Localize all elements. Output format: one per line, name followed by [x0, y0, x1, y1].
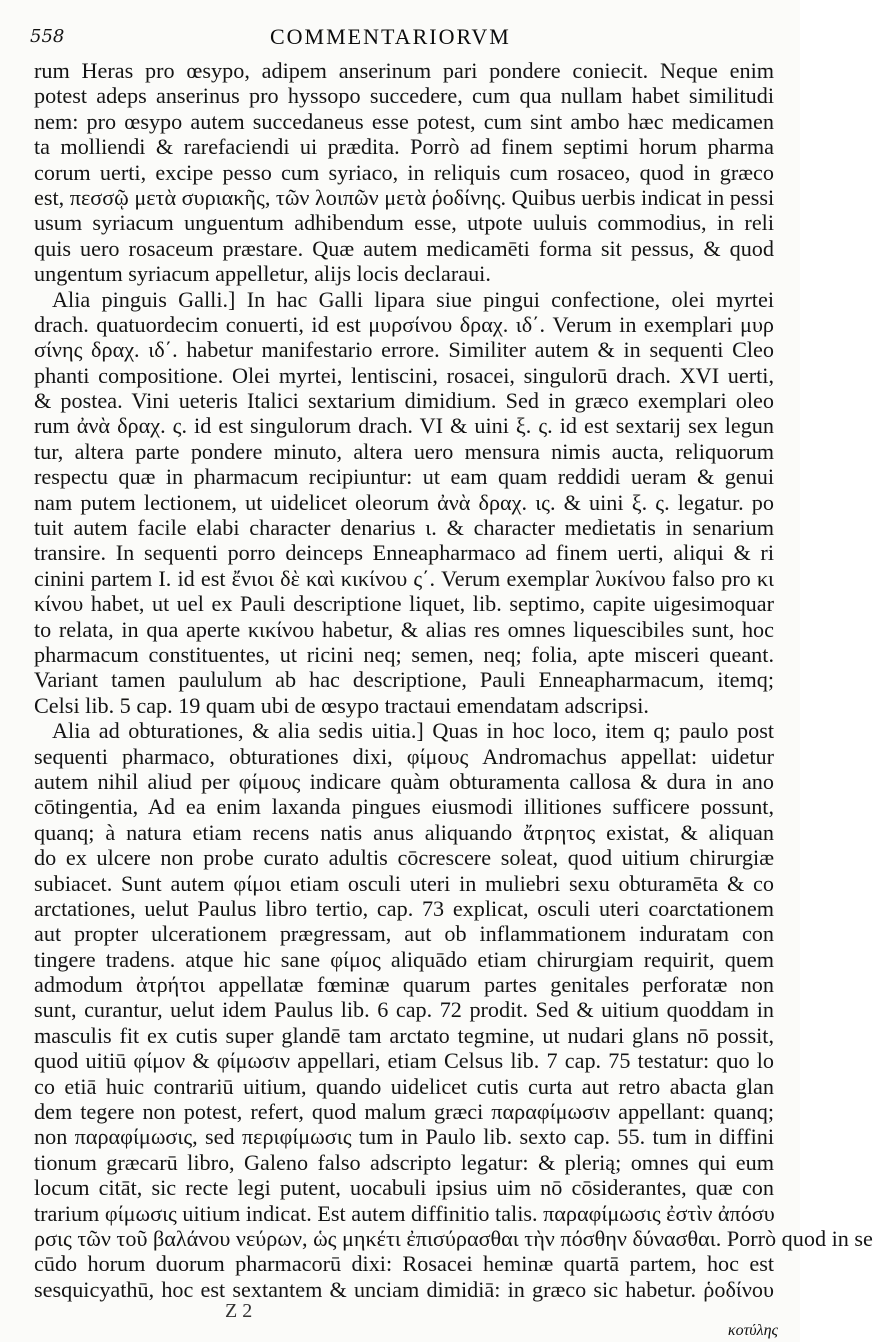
text-line: est, πεσσῷ μετὰ συριακῆς, τῶν λοιπῶν μετὰ ῥοδίνης. Quibus uerbis indicat in pessi: [34, 184, 775, 210]
text-line: respectu quæ in pharmacum recipiuntur: ut eam quam reddidi ueram & genui: [34, 464, 774, 490]
text-line: pharmacum constituentes, ut ricini neq; semen, neq; folia, apte misceri queant.: [34, 641, 774, 667]
page-footer: [0, 1300, 800, 1342]
text-line: tingere tradens. atque hic sane φίμος aliquādo etiam chirurgiam requirit, quem: [34, 946, 774, 972]
text-line: drach. quatuordecim conuerti, id est μυρσίνου δραχ. ιδ΄. Verum in exemplari μυρ: [34, 311, 774, 337]
text-line: admodum ἀτρήτοι appellatæ fœminæ quarum partes genitales perforatæ non: [34, 972, 774, 998]
page-header: [0, 22, 800, 62]
text-line: arctationes, uelut Paulus libro tertio, cap. 73 explicat, osculi uteri coarctationem: [34, 895, 774, 921]
text-line: cinini partem I. id est ἔνιοι δὲ καὶ κικίνου ς΄. Verum exemplar λυκίνου falso pro κι: [34, 565, 774, 591]
text-line: co etiā huic contrariū uitium, quando uidelicet cutis curta aut retro abacta glan: [34, 1073, 774, 1099]
text-line: potest adeps anserinus pro hyssopo succedere, cum qua nullam habet similitudi: [34, 83, 774, 109]
text-line: trarium φίμωσις uitium indicat. Est autem diffinitio talis. παραφίμωσις ἐστὶν ἀπόσυ: [34, 1200, 775, 1226]
text-line: κίνου habet, ut uel ex Pauli descriptione liquet, lib. septimo, capite uigesimoquar: [34, 591, 774, 617]
text-line: cūdo horum duorum pharmacorū dixi: Rosacei heminæ quartā partem, hoc est: [34, 1251, 774, 1277]
text-line: subiacet. Sunt autem φίμοι etiam osculi uteri in muliebri sexu obturamēta & co: [34, 870, 774, 896]
text-line: nam putem lectionem, ut uidelicet oleorum ἀνὰ δραχ. ις. & uini ξ. ς. legatur. po: [34, 489, 774, 515]
text-line: ρσις τῶν τοῦ βαλάνου νεύρων, ὡς μηκέτι ἐπισύρασθαι τὴν πόσθην δύνασθαι. Porrò quod in se: [34, 1225, 873, 1251]
text-line: ungentum syriacum appelletur, alijs locis declaraui.: [34, 261, 491, 287]
text-line: rum ἀνὰ δραχ. ς. id est singulorum drach. VI & uini ξ. ς. id est sextarij sex legun: [34, 413, 774, 439]
text-line: tionum græcarū libro, Galeno falso adscripto legatur: & plerią; omnes qui eum: [34, 1149, 774, 1175]
text-line: sequenti pharmaco, obturationes dixi, φίμους Andromachus appellat: uidetur: [34, 743, 774, 769]
text-line: Celsi lib. 5 cap. 19 quam ubi de œsypo tractaui emendatam adscripsi.: [34, 692, 649, 718]
text-line: non παραφίμωσις, sed περιφίμωσις tum in Paulo lib. sexto cap. 55. tum in diffini: [34, 1124, 774, 1150]
running-head: COMMENTARIORVM: [270, 24, 511, 49]
text-line: sunt, curantur, uelut idem Paulus lib. 6 cap. 72 prodit. Sed & uitium quoddam in: [34, 997, 774, 1023]
text-line: quis uero rosaceum præstare. Quæ autem medicamēti forma sit pessus, & quod: [34, 235, 774, 261]
text-line: rum Heras pro œsypo, adipem anserinum pari pondere coniecit. Neque enim: [34, 58, 774, 83]
text-line: cōtingentia, Ad ea enim laxanda pingues eiusmodi illitiones sufficere possunt,: [34, 794, 774, 820]
text-line: sesquicyathū, hoc est sextantem & unciam dimidiā: in græco sic habetur. ῥοδίνου: [34, 1276, 774, 1302]
text-line: phanti compositione. Olei myrtei, lentiscini, rosacei, singulorū drach. XVI uerti,: [34, 362, 774, 388]
text-line: quanq; à natura etiam recens natis anus aliquando ἄτρητος existat, & aliquan: [34, 819, 774, 845]
text-line: Alia ad obturationes, & alia sedis uitia.] Quas in hoc loco, item q; paulo post: [52, 718, 774, 744]
text-line: σίνης δραχ. ιδ΄. habetur manifestario errore. Similiter autem & in sequenti Cleo: [34, 337, 774, 363]
catchword: κοτύλης: [727, 1322, 778, 1339]
text-line: to relata, in qua aperte κικίνου habetur, & alias res omnes liquescibiles sunt, hoc: [34, 616, 774, 642]
text-line: usum syriacum unguentum adhibendum esse, utpote uuluis commodius, in reli: [34, 210, 774, 236]
text-body: [34, 58, 873, 1302]
text-line: masculis fit ex cutis super glandē tam arctato tegmine, ut nudari glans nō possit,: [34, 1022, 774, 1048]
text-line: autem nihil aliud per φίμους indicare quàm obturamenta callosa & dura in ano: [34, 768, 774, 794]
text-line: tuit autem facile elabi character denarius ι. & character medietatis in senarium: [34, 515, 774, 541]
text-line: Alia pinguis Galli.] In hac Galli lipara siue pingui confectione, olei myrtei: [52, 286, 774, 312]
signature-mark: Z 2: [225, 1300, 253, 1322]
text-line: transire. In sequenti porro deinceps Enneapharmaco ad finem uerti, aliqui & ri: [34, 540, 774, 566]
text-line: & postea. Vini ueteris Italici sextarium dimidium. Sed in græco exemplari oleo: [34, 388, 774, 414]
text-line: ta molliendi & rarefaciendi ui prædita. Porrò ad finem septimi horum pharma: [34, 134, 774, 160]
text-line: locum citāt, sic recte legi putent, uocabuli ipsius uim nō cōsiderantes, quæ con: [34, 1175, 774, 1201]
text-line: corum uerti, excipe pesso cum syriaco, in reliquis cum rosaceo, quod in græco: [34, 159, 774, 185]
text-line: aut propter ulcerationem prægressam, aut ob inflammationem induratam con: [34, 921, 774, 947]
text-line: do ex ulcere non probe curato adultis cōcrescere soleat, quod uitium chirurgiæ: [34, 845, 774, 871]
text-line: nem: pro œsypo autem succedaneus esse potest, cum sint ambo hæc medicamen: [34, 108, 774, 134]
text-line: tur, altera parte pondere minuto, altera uero mensura nimis aucta, reliquorum: [34, 438, 774, 464]
text-line: dem tegere non potest, refert, quod malum græci παραφίμωσιν appellant: quanq;: [34, 1099, 774, 1125]
page-number: 558: [30, 26, 65, 47]
text-line: quod uitiū φίμον & φίμωσιν appellari, etiam Celsus lib. 7 cap. 75 testatur: quo lo: [34, 1048, 774, 1074]
text-line: Variant tamen paululum ab hac descriptione, Pauli Enneapharmacum, itemq;: [34, 667, 774, 693]
